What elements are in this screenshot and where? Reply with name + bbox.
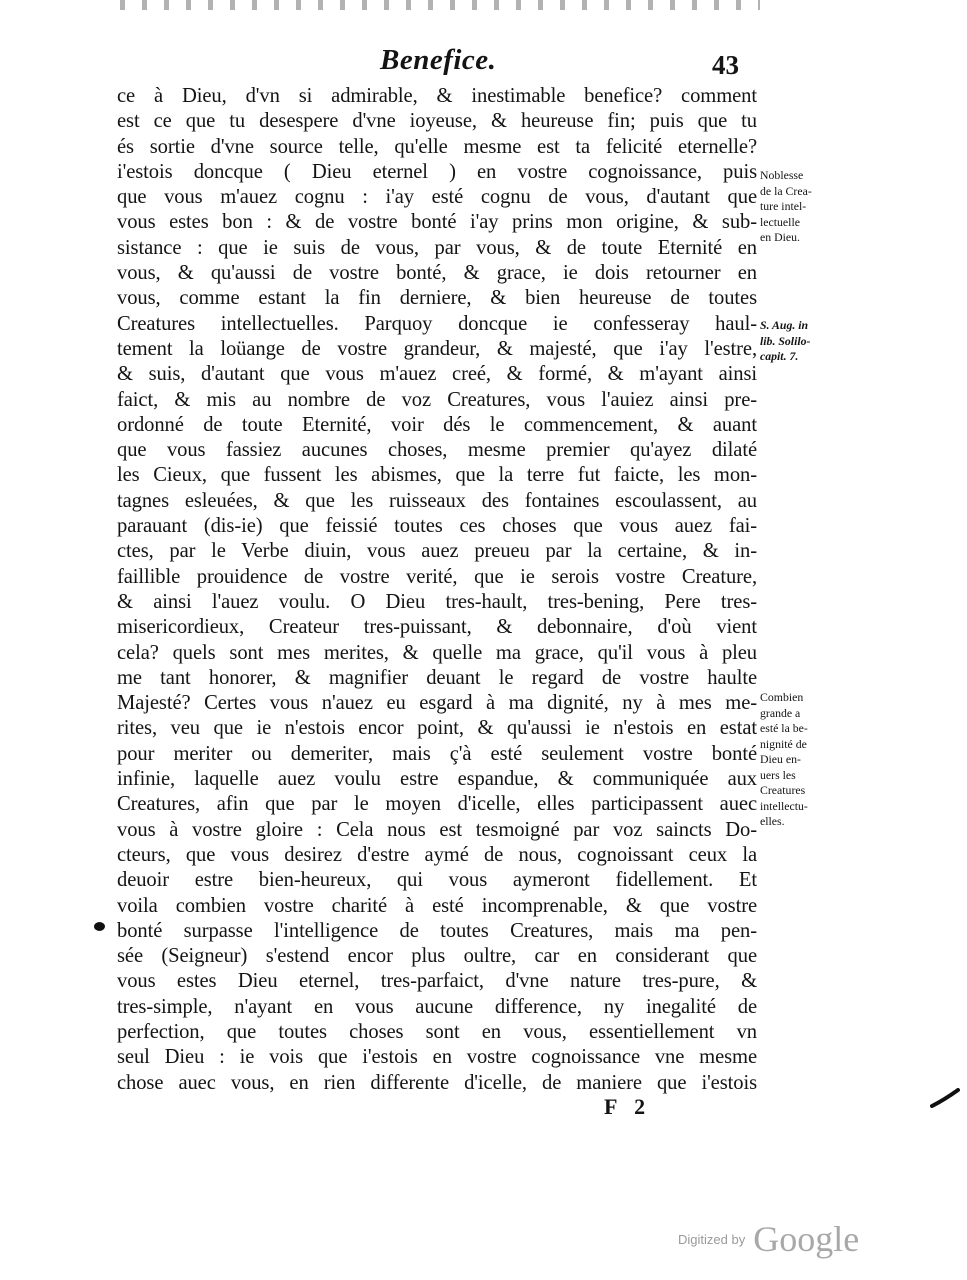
margin-note-line: intellectu- xyxy=(760,798,808,813)
text-line: faillible prouidence de vostre verité, que ie serois vostre Creature, xyxy=(117,565,757,588)
margin-note-line: en Dieu. xyxy=(760,230,800,244)
text-line: cteurs, que vous desirez d'estre aymé de nous, cognoissant ceux la xyxy=(117,843,757,866)
text-line: deuoir estre bien-heureux, qui vous aymeront fidellement. Et xyxy=(117,869,757,892)
margin-note-line: S. Aug. in xyxy=(760,318,809,332)
text-line: vous, & qu'aussi de vostre bonté, & grace, ie dois retourner en xyxy=(117,262,757,285)
text-line: Creatures, afin que par le moyen d'icelle, elles participassent auec xyxy=(117,793,757,816)
margin-note-line: de la Crea- xyxy=(760,183,812,198)
margin-note-line: capit. 7. xyxy=(760,349,799,363)
margin-note-line: Combien xyxy=(760,690,804,704)
margin-note-line: grande a xyxy=(760,705,801,720)
signature-mark: F 2 xyxy=(604,1094,652,1119)
margin-note-line: uers les xyxy=(760,767,796,782)
text-line: ordonné de toute Eternité, voir dés le commencement, & auant xyxy=(117,413,757,436)
margin-note-line: lib. Solilo- xyxy=(760,333,811,348)
margin-note-line: nignité de xyxy=(760,736,807,751)
margin-note-line: esté la be- xyxy=(760,721,808,735)
text-line: vous à vostre gloire : Cela nous est tesmoigné par voz saincts Do- xyxy=(117,818,757,841)
text-line: Majesté? Certes vous n'auez eu esgard à ma dignité, ny à mes me- xyxy=(117,692,757,715)
text-line: chose auec vous, en rien differente d'icelle, de maniere que i'estois xyxy=(117,1071,757,1094)
margin-note-line: Creatures xyxy=(760,783,806,797)
text-line: bonté surpasse l'intelligence de toutes Creatures, mais ma pen- xyxy=(117,919,757,942)
text-line: tement la loüange de vostre grandeur, & majesté, que i'ay l'estre, xyxy=(117,337,757,360)
text-line: & suis, d'autant que vous m'auez creé, & formé, & m'ayant ainsi xyxy=(117,363,757,386)
text-line: & ainsi l'auez voulu. O Dieu tres-hault, tres-bening, Pere tres- xyxy=(117,590,757,613)
text-line: tres-simple, n'ayant en vous aucune difference, ny inegalité de xyxy=(117,995,757,1018)
text-line: misericordieux, Createur tres-puissant, & debonnaire, d'où vient xyxy=(117,616,757,639)
text-line: ctes, par le Verbe diuin, vous auez preueu par la certaine, & in- xyxy=(117,540,757,563)
text-line: vous, comme estant la fin derniere, & bien heureuse de toutes xyxy=(117,287,757,310)
margin-note-line: ture intel- xyxy=(760,199,807,213)
page-number: 43 xyxy=(712,50,739,80)
text-line: infinie, laquelle auez voulu estre espandue, & communiquée aux xyxy=(117,768,757,791)
margin-note-noblesse xyxy=(760,168,846,246)
text-line: rites, veu que ie n'estois encor point, & qu'aussi ie n'estois en estat xyxy=(117,717,757,740)
text-line: Creatures intellectuelles. Parquoy doncque ie confesseray haul- xyxy=(117,312,757,335)
text-line: vous estes bon : & de vostre bonté i'ay prins mon origine, & sub- xyxy=(117,211,757,234)
text-line: vous estes Dieu eternel, tres-parfaict, d'vne nature tres-pure, & xyxy=(117,970,757,993)
text-line: ce à Dieu, d'vn si admirable, & inestimable benefice? comment xyxy=(117,85,757,107)
google-logo: Google xyxy=(753,1219,860,1259)
ink-stroke-mark xyxy=(930,1088,960,1108)
text-line: me tant honorer, & magnifier deuant le regard de vostre haulte xyxy=(117,666,757,689)
watermark-prefix: Digitized by xyxy=(678,1231,746,1247)
text-line: seul Dieu : ie vois que i'estois en vostre cognoissance vne mesme xyxy=(117,1046,757,1069)
text-line: voila combien vostre charité à esté incomprenable, & que vostre xyxy=(117,894,757,917)
text-line: i'estois doncque ( Dieu eternel ) en vostre cognoissance, puis xyxy=(117,160,757,183)
text-line: que vous fassiez aucunes choses, mesme premier qu'ayez dilaté xyxy=(117,439,757,462)
margin-note-line: Noblesse xyxy=(760,168,804,182)
running-head: Benefice. xyxy=(380,44,497,76)
margin-note-line: Dieu en- xyxy=(760,752,801,766)
margin-note-augustine xyxy=(760,318,846,365)
text-line: cela? quels sont mes merites, & quelle ma grace, qu'il vous à pleu xyxy=(117,641,757,664)
text-line: tagnes esleuées, & que les ruisseaux des fontaines escoulassent, au xyxy=(117,489,757,512)
margin-note-benignite xyxy=(760,690,846,830)
text-line: que vous m'auez cognu : i'ay esté cognu de vous, d'autant que xyxy=(117,186,757,209)
previous-page-bleed xyxy=(120,0,760,10)
text-line: perfection, que toutes choses sont en vous, essentiellement vn xyxy=(117,1020,757,1043)
text-line: est ce que tu desespere d'vne ioyeuse, & heureuse fin; puis que tu xyxy=(117,110,757,133)
text-line: sée (Seigneur) s'estend encor plus oultre, car en considerant que xyxy=(117,945,757,968)
text-line: faict, & mis au nombre de voz Creatures, vous l'auiez ainsi pre- xyxy=(117,388,757,411)
text-line: les Cieux, que fussent les abismes, que la terre fut faicte, les mon- xyxy=(117,464,757,487)
text-line: és sortie d'vne source telle, qu'elle mesme est ta felicité eternelle? xyxy=(117,135,757,158)
text-line: parauant (dis-ie) que feissié toutes ces choses que vous auez fai- xyxy=(117,515,757,538)
margin-note-line: lectuelle xyxy=(760,214,800,229)
body-text xyxy=(117,84,757,1096)
text-line: pour meriter ou demeriter, mais ç'à esté seulement vostre bonté xyxy=(117,742,757,765)
margin-note-line: elles. xyxy=(760,814,785,828)
digitization-watermark xyxy=(678,1218,859,1260)
ink-blot xyxy=(94,922,105,931)
text-line: sistance : que ie suis de vous, par vous, & de toute Eternité en xyxy=(117,236,757,259)
